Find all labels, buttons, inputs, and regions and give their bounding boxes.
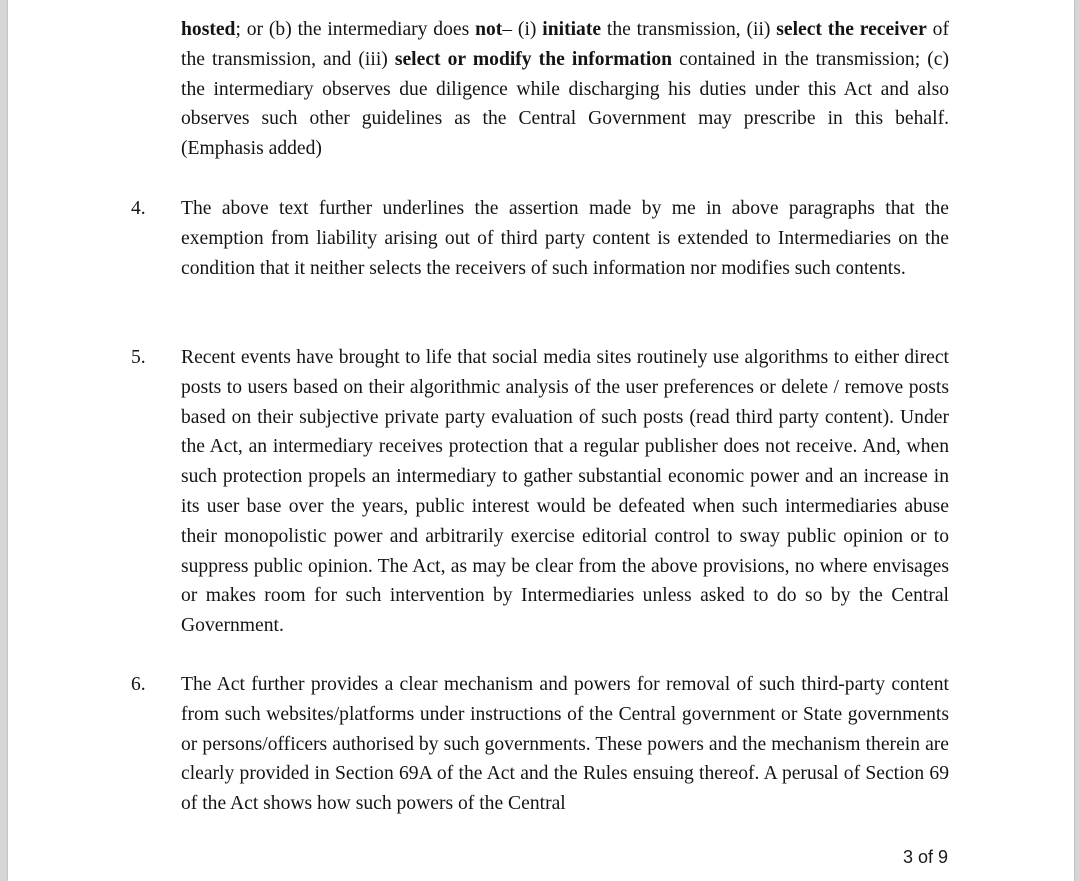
emphasis-select-receiver: select the receiver (776, 19, 927, 40)
paragraph-5-text: Recent events have brought to life that social media sites routinely use algorithms to either direct posts to users based on their algorithmic analysis of the user preferences or delete / remove posts based on their subjective private party evaluation of such posts (read third party content). Under the Act, an intermediary receives protection that a regular publisher does not receive. And, when such protection propels an intermediary to gather substantial economic power and an increase in its user base over the years, public interest would be defeated when such intermediaries abuse their monopolistic power and arbitrarily exercise editorial control to sway public opinion or to suppress public opinion. The Act, as may be clear from the above provisions, no where envisages or makes room for such intervention by Intermediaries unless asked to do so by the Central Government. (181, 347, 949, 637)
emphasis-initiate: initiate (542, 19, 602, 40)
provision-text: contained in the transmission; (c) the intermediary observes due diligence while discharging his duties under this Act and also observes such other guidelines as the Central Government may prescribe in this behalf. (Emphasis added) (181, 48, 949, 160)
emphasis-not: not (475, 19, 503, 40)
emphasis-select-modify: select or modify the information (394, 48, 673, 70)
paragraph-5-number: 5. (131, 347, 146, 368)
document-page (8, 0, 1074, 881)
provision-text: ; or (b) the intermediary does (235, 19, 476, 40)
provision-text: – (i) (502, 19, 543, 40)
paragraph-4-number: 4. (131, 198, 146, 219)
emphasis-hosted: hosted (181, 19, 236, 40)
page-number: 3 of 9 (903, 847, 949, 867)
paragraph-4-text: The above text further underlines the assertion made by me in above paragraphs that the exemption from liability arising out of third party content is extended to Intermediaries on the condition that it neither selects the receivers of such information nor modifies such contents. (181, 198, 949, 279)
provision-text: of the transmission, and (iii) (181, 19, 949, 70)
quoted-provision-continuation (181, 15, 949, 164)
paragraph-6-text: The Act further provides a clear mechanism and powers for removal of such third-party content from such websites/platforms under instructions of the Central government or State governments or persons/officers authorised by such governments. These powers and the mechanism therein are clearly provided in Section 69A of the Act and the Rules ensuing thereof. A perusal of Section 69 of the Act shows how such powers of the Central (181, 674, 949, 815)
paragraph-6-number: 6. (131, 674, 146, 695)
provision-text: the transmission, (ii) (601, 19, 777, 40)
